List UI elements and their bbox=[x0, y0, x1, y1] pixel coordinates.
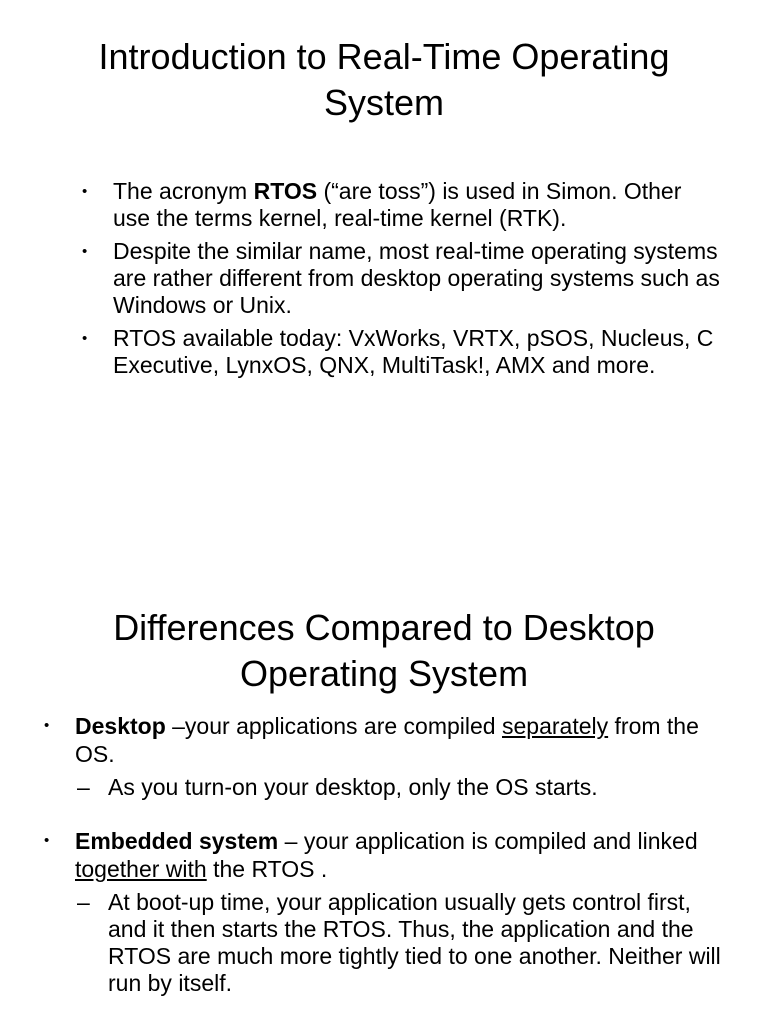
bullet-item-acronym bbox=[82, 178, 722, 232]
bullet-text-underline: together with bbox=[75, 856, 207, 882]
bullet-item-available bbox=[82, 325, 722, 379]
title-line-1: Differences Compared to Desktop bbox=[113, 607, 655, 648]
sub-item bbox=[75, 774, 734, 801]
title-line-2: System bbox=[323, 82, 445, 123]
bullet-text-post: the RTOS . bbox=[206, 856, 328, 882]
bullet-item-similar-name bbox=[82, 238, 722, 319]
bullet-text-post: from the OS. bbox=[75, 713, 699, 767]
sub-item bbox=[75, 889, 734, 997]
title-line-2: Operating System bbox=[239, 653, 529, 694]
bullet-list bbox=[44, 712, 734, 997]
bullet-text-bold: Embedded system bbox=[75, 828, 279, 854]
slide-title bbox=[0, 605, 768, 697]
bullet-item-embedded bbox=[44, 827, 734, 997]
bullet-icon: • bbox=[82, 330, 88, 347]
dash-icon: – bbox=[77, 889, 90, 915]
slide-differences bbox=[0, 512, 768, 1024]
bullet-list bbox=[82, 178, 722, 385]
bullet-text-bold: Desktop bbox=[75, 713, 166, 739]
dash-icon: – bbox=[77, 774, 90, 800]
bullet-item-desktop bbox=[44, 712, 734, 801]
bullet-icon: • bbox=[82, 243, 88, 260]
bullet-icon: • bbox=[82, 183, 88, 200]
bullet-text-post: (“are toss”) is used in Simon. Other use the terms kernel, real-time kernel (RTK). bbox=[113, 178, 682, 231]
bullet-icon: • bbox=[44, 717, 50, 734]
bullet-text: Despite the similar name, most real-time operating systems are rather different from desktop operating systems such as Windows or Unix. bbox=[113, 238, 720, 318]
bullet-text-pre: The acronym bbox=[113, 178, 254, 204]
sub-list bbox=[75, 889, 734, 997]
bullet-text-bold: RTOS bbox=[253, 178, 318, 204]
title-line-1: Introduction to Real-Time Operating bbox=[98, 36, 670, 77]
slide-title bbox=[0, 34, 768, 126]
sub-item-text: At boot-up time, your application usually gets control first, and it then starts the RTOS. Thus, the application and the RTOS are much more tightly tied to one another. Neither will run by itself. bbox=[108, 889, 721, 996]
sub-list bbox=[75, 774, 734, 801]
bullet-text-mid: – your application is compiled and linked bbox=[278, 828, 698, 854]
bullet-text-underline: separately bbox=[502, 713, 609, 739]
sub-item-text: As you turn-on your desktop, only the OS starts. bbox=[108, 774, 598, 800]
bullet-icon: • bbox=[44, 832, 50, 849]
bullet-text: RTOS available today: VxWorks, VRTX, pSOS, Nucleus, C Executive, LynxOS, QNX, MultiTask!, AMX and more. bbox=[113, 325, 714, 378]
bullet-text-mid: –your applications are compiled bbox=[165, 713, 502, 739]
